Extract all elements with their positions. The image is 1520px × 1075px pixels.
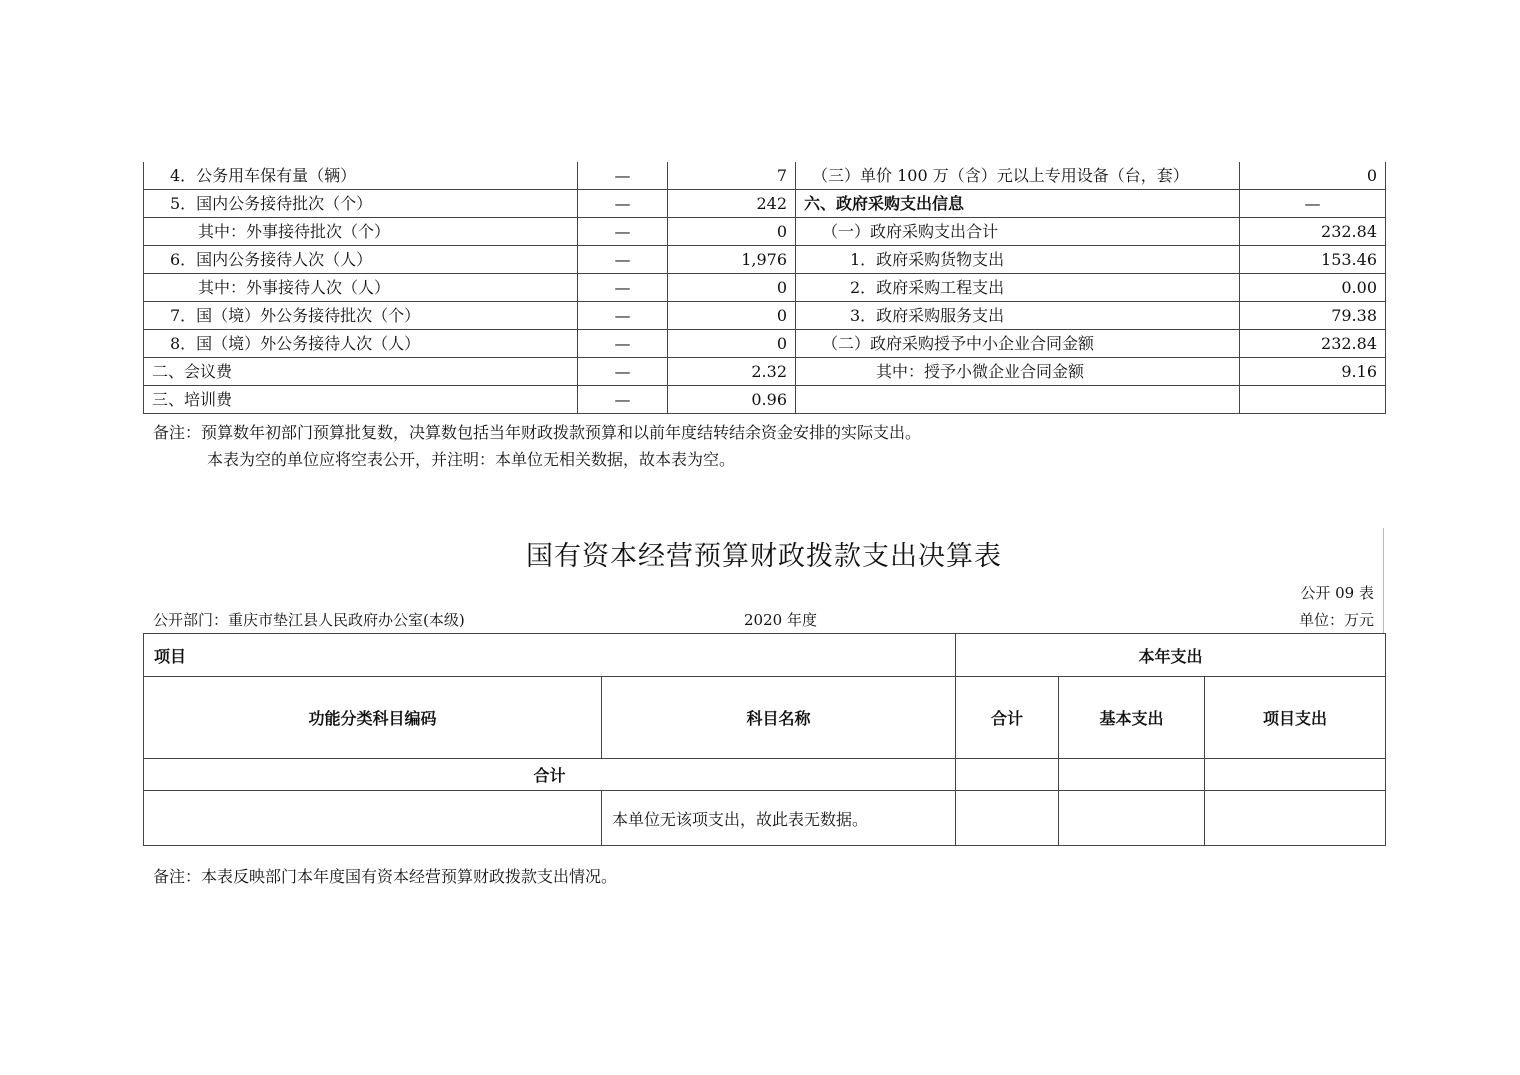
row-value xyxy=(1240,386,1386,414)
row-dash: — xyxy=(578,330,668,358)
table-row xyxy=(144,190,1386,218)
row-label: 其中：外事接待批次（个） xyxy=(144,218,578,246)
row-value: 232.84 xyxy=(1240,330,1386,358)
row-dash: — xyxy=(578,190,668,218)
row-dash: — xyxy=(578,358,668,386)
total-value-cell xyxy=(956,759,1059,791)
row-value: 153.46 xyxy=(1240,246,1386,274)
section-heading: 六、政府采购支出信息 xyxy=(796,190,1240,218)
row-value: 2.32 xyxy=(668,358,796,386)
department-label: 公开部门：重庆市垫江县人民政府办公室(本级) xyxy=(153,611,465,629)
row-label: 3．政府采购服务支出 xyxy=(796,302,1240,330)
table-row xyxy=(144,162,1386,190)
table-row xyxy=(144,386,1386,414)
row-label: 其中：授予小微企业合同金额 xyxy=(796,358,1240,386)
table-row xyxy=(144,274,1386,302)
basic-value-cell xyxy=(1059,759,1205,791)
row-value: 242 xyxy=(668,190,796,218)
column-header-basic: 基本支出 xyxy=(1059,677,1205,759)
row-dash: — xyxy=(578,246,668,274)
stats-table xyxy=(143,162,1386,414)
row-label: 2．政府采购工程支出 xyxy=(796,274,1240,302)
row-value: 9.16 xyxy=(1240,358,1386,386)
empty-message: 本单位无该项支出，故此表无数据。 xyxy=(602,791,956,846)
row-value: 0 xyxy=(668,302,796,330)
row-label: 其中：外事接待人次（人） xyxy=(144,274,578,302)
basic-value-cell xyxy=(1059,791,1205,846)
row-value: 232.84 xyxy=(1240,218,1386,246)
table-row-total xyxy=(144,759,1386,791)
table-header-row xyxy=(144,677,1386,759)
column-header-total: 合计 xyxy=(956,677,1059,759)
row-label: 7．国（境）外公务接待批次（个） xyxy=(144,302,578,330)
row-value: 79.38 xyxy=(1240,302,1386,330)
total-value-cell xyxy=(956,791,1059,846)
table-note-continued: 本表为空的单位应将空表公开，并注明：本单位无相关数据，故本表为空。 xyxy=(207,450,736,469)
row-value: 7 xyxy=(668,162,796,190)
table-header-row xyxy=(144,634,1386,677)
row-dash: — xyxy=(578,162,668,190)
row-dash: — xyxy=(578,302,668,330)
table-row xyxy=(144,246,1386,274)
code-cell xyxy=(144,791,602,846)
row-label: （二）政府采购授予中小企业合同金额 xyxy=(796,330,1240,358)
row-label: 8．国（境）外公务接待人次（人） xyxy=(144,330,578,358)
table-row xyxy=(144,791,1386,846)
year-label: 2020 年度 xyxy=(744,611,817,629)
row-dash: — xyxy=(578,274,668,302)
row-value: 0 xyxy=(668,218,796,246)
table-code: 公开 09 表 xyxy=(1300,584,1374,602)
row-label: 三、培训费 xyxy=(144,386,578,414)
project-value-cell xyxy=(1205,791,1386,846)
row-value: 0.00 xyxy=(1240,274,1386,302)
column-header-project: 项目支出 xyxy=(1205,677,1386,759)
row-value: 0 xyxy=(1240,162,1386,190)
table-row xyxy=(144,358,1386,386)
row-dash: — xyxy=(1240,190,1386,218)
project-value-cell xyxy=(1205,759,1386,791)
row-value: 0 xyxy=(668,330,796,358)
table-note: 备注：预算数年初部门预算批复数，决算数包括当年财政拨款预算和以前年度结转结余资金安排的实际支出。 xyxy=(153,423,922,442)
column-header-code: 功能分类科目编码 xyxy=(144,677,602,759)
row-dash: — xyxy=(578,386,668,414)
column-header-name: 科目名称 xyxy=(602,677,956,759)
table-row xyxy=(144,218,1386,246)
header-current-year: 本年支出 xyxy=(956,634,1386,677)
row-label: 1．政府采购货物支出 xyxy=(796,246,1240,274)
header-item: 项目 xyxy=(144,634,956,677)
row-label: （三）单价 100 万（含）元以上专用设备（台，套） xyxy=(796,162,1240,190)
row-label: 5．国内公务接待批次（个） xyxy=(144,190,578,218)
table-row xyxy=(144,302,1386,330)
row-value: 0.96 xyxy=(668,386,796,414)
capital-budget-table xyxy=(143,633,1386,846)
row-dash: — xyxy=(578,218,668,246)
unit-label: 单位：万元 xyxy=(1298,611,1374,629)
total-label: 合计 xyxy=(144,759,956,791)
row-label: 6．国内公务接待人次（人） xyxy=(144,246,578,274)
row-label: 4．公务用车保有量（辆） xyxy=(144,162,578,190)
page-title: 国有资本经营预算财政拨款支出决算表 xyxy=(526,541,1002,572)
table-note: 备注：本表反映部门本年度国有资本经营预算财政拨款支出情况。 xyxy=(153,867,618,886)
row-label: 二、会议费 xyxy=(144,358,578,386)
row-label: （一）政府采购支出合计 xyxy=(796,218,1240,246)
row-label xyxy=(796,386,1240,414)
table-row xyxy=(144,330,1386,358)
row-value: 0 xyxy=(668,274,796,302)
row-value: 1,976 xyxy=(668,246,796,274)
